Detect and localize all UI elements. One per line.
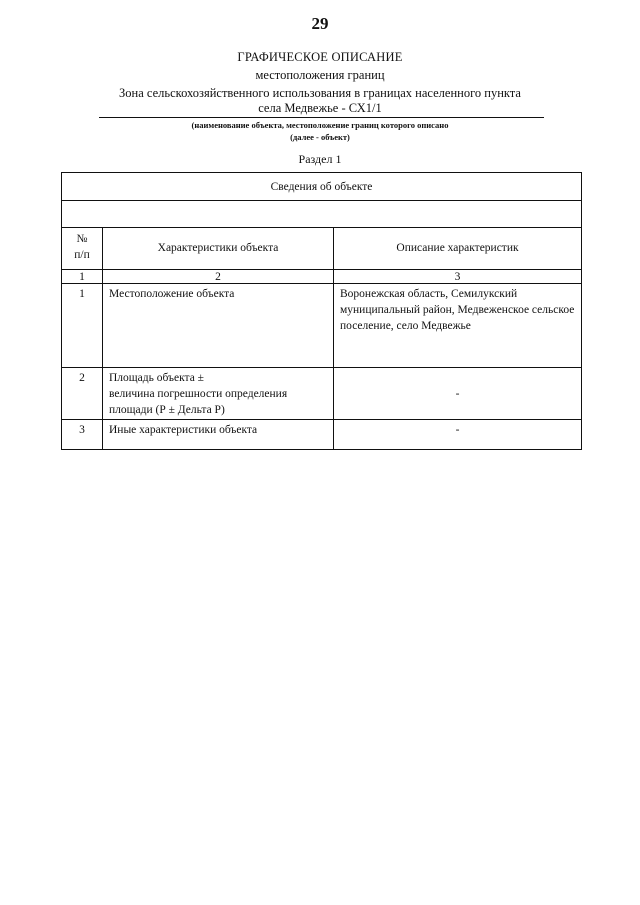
row-characteristic: Площадь объекта ± величина погрешности определения площади (Р ± Дельта Р) [109, 372, 288, 416]
object-info-table [61, 172, 582, 450]
column-header-description: Описание характеристик [396, 242, 519, 254]
title-underline [99, 117, 544, 118]
column-number: 3 [454, 271, 461, 283]
row-description: Воронежская область, Семилукский муниципальный район, Медвеженское сельское поселение, село Медвежье [340, 288, 575, 332]
title-note-line1: (наименование объекта, местоположение границ которого описано [191, 120, 449, 130]
table-rule [62, 227, 581, 228]
title-note-line2: (далее - объект) [290, 132, 350, 142]
table-rule [333, 227, 334, 449]
row-number: 1 [79, 288, 85, 300]
object-name-line: Зона сельскохозяйственного использования в границах населенного пункта [119, 86, 521, 100]
table-caption: Сведения об объекте [270, 181, 373, 193]
document-title: ГРАФИЧЕСКОЕ ОПИСАНИЕ [237, 50, 403, 64]
row-number: 3 [79, 424, 85, 436]
object-code-line: села Медвежье - СХ1/1 [258, 101, 382, 115]
table-rule [62, 419, 581, 420]
row-number: 2 [79, 372, 85, 384]
table-rule [62, 367, 581, 368]
row-description: - [455, 388, 460, 400]
row-description: - [455, 424, 460, 436]
column-header-characteristic: Характеристики объекта [157, 242, 279, 254]
section-title: Раздел 1 [298, 152, 342, 166]
column-header-number: № п/п [74, 233, 90, 261]
table-rule [102, 227, 103, 449]
table-rule [62, 200, 581, 201]
column-number: 2 [215, 271, 221, 283]
column-number: 1 [79, 271, 85, 283]
document-subtitle: местоположения границ [255, 68, 385, 82]
page-number: 29 [311, 14, 329, 33]
row-characteristic: Иные характеристики объекта [109, 424, 258, 436]
row-characteristic: Местоположение объекта [109, 288, 235, 300]
